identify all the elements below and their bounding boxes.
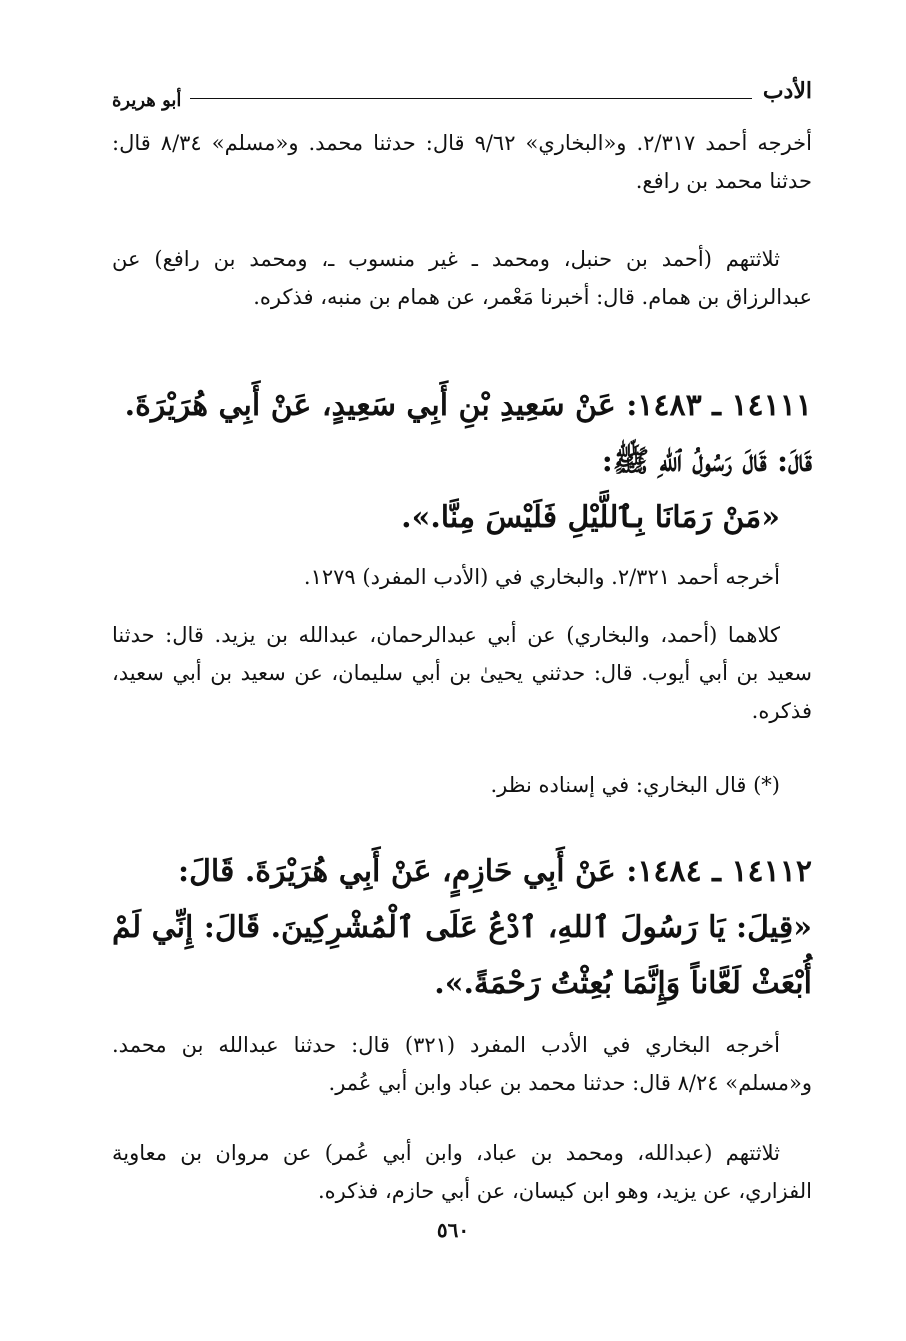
takhrij-paragraph: أخرجه أحمد ٢/٣١٧. و«البخاري» ٩/٦٢ قال: حدثنا محمد. و«مسلم» ٨/٣٤ قال: حدثنا محمد بن رافع. <box>112 131 813 193</box>
hadith-text: «قِيلَ: يَا رَسُولَ ٱللهِ، ٱدْعُ عَلَى ٱلْمُشْرِكِينَ. قَالَ: إِنِّي لَمْ أُبْعَثْ لَعَّاناً وَإِنَّمَا بُعِثْتُ رَحْمَةً.». <box>112 910 812 1001</box>
narrator-title: أبو هريرة <box>112 90 182 111</box>
hadith-text: «مَنْ رَمَانَا بِٱللَّيْلِ فَلَيْسَ مِنَّا.». <box>401 500 780 535</box>
hadith-14112 <box>112 844 812 1012</box>
header-rule <box>190 98 752 99</box>
hadith-heading: ١٤١١٢ ـ ١٤٨٤: عَنْ أَبِي حَازِمٍ، عَنْ أَبِي هُرَيْرَةَ. قَالَ: <box>178 854 812 889</box>
isnad-paragraph: كلاهما (أحمد، والبخاري) عن أبي عبدالرحمان، عبدالله بن يزيد. قال: حدثنا سعيد بن أبي أيوب. قال: حدثني يحيىٰ بن أبي سليمان، عن سعيد بن أبي سعيد، فذكره. <box>112 623 812 723</box>
takhrij-paragraph: أخرجه البخاري في الأدب المفرد (٣٢١) قال: حدثنا عبدالله بن محمد. و«مسلم» ٨/٢٤ قال: حدثنا محمد بن عباد وابن أبي عُمر. <box>112 1033 812 1095</box>
page-number: ٥٦٠ <box>436 1218 470 1242</box>
isnad-paragraph: ثلاثتهم (عبدالله، ومحمد بن عباد، وابن أبي عُمر) عن مروان بن معاوية الفزاري، عن يزيد، وهو ابن كيسان، عن أبي حازم، فذكره. <box>112 1141 812 1203</box>
running-header <box>112 78 812 118</box>
note-paragraph: (*) قال البخاري: في إسناده نظر. <box>490 773 780 797</box>
isnad-paragraph: ثلاثتهم (أحمد بن حنبل، ومحمد ـ غير منسوب ـ، ومحمد بن رافع) عن عبدالرزاق بن همام. قال: أخبرنا مَعْمر، عن همام بن منبه، فذكره. <box>112 247 812 309</box>
chapter-title: الأدب <box>762 78 812 104</box>
hadith-heading: ١٤١١١ ـ ١٤٨٣: عَنْ سَعِيدِ بْنِ أَبِي سَعِيدٍ، عَنْ أَبِي هُرَيْرَةَ. <box>124 388 812 423</box>
takhrij-paragraph: أخرجه أحمد ٢/٣٢١. والبخاري في (الأدب المفرد) ١٢٧٩. <box>303 565 780 589</box>
hadith-14111 <box>112 378 812 546</box>
hadith-text: قَالَ: قَالَ رَسُولُ ٱللهِ ﷺ: <box>601 444 812 479</box>
